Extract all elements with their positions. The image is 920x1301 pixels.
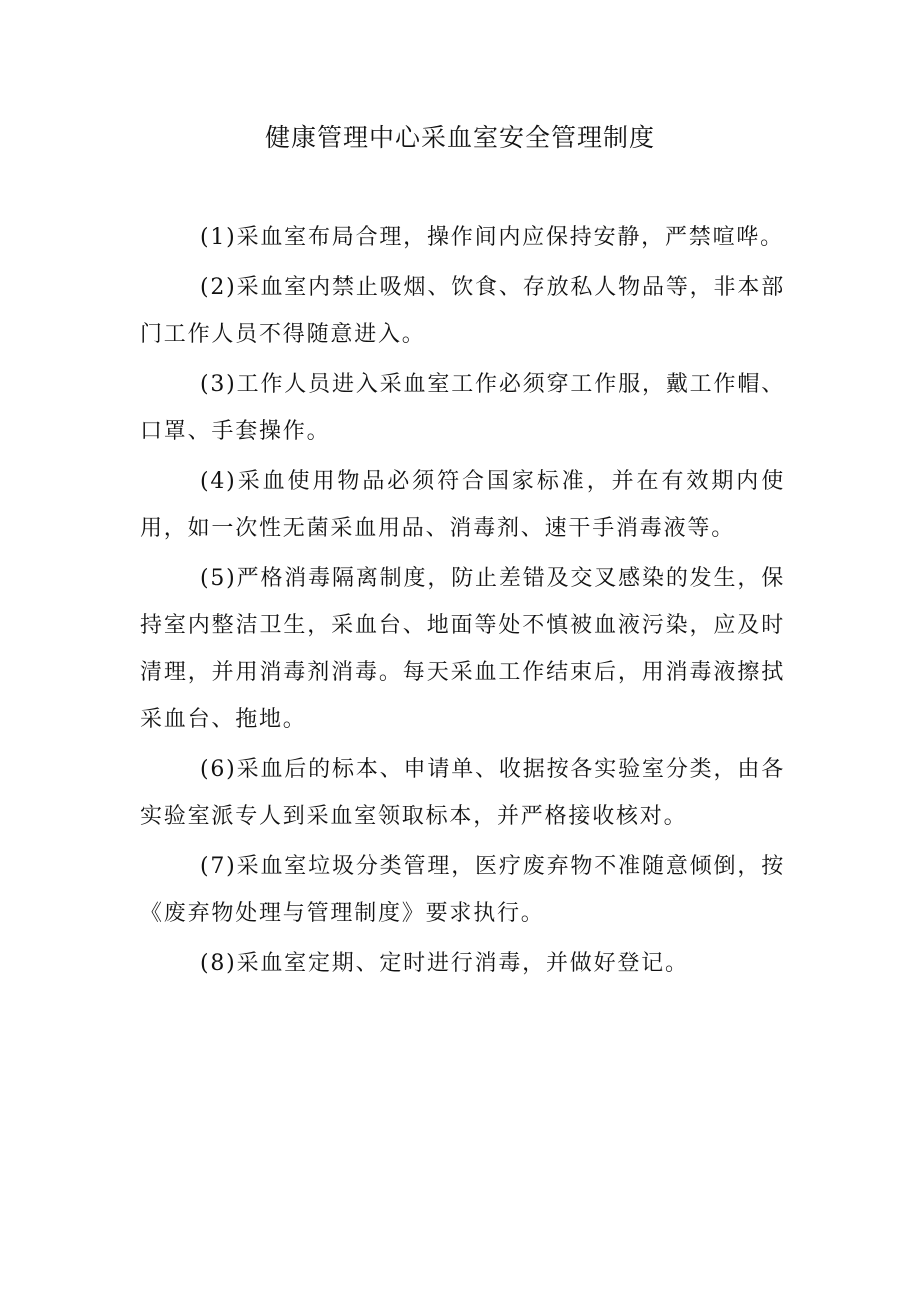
rule-paragraph-6: (6)采血后的标本、申请单、收据按各实验室分类，由各实验室派专人到采血室领取标本，并严格接收核对。: [140, 757, 785, 829]
rule-paragraph-1: (1)采血室布局合理，操作间内应保持安静，严禁喧哗。: [200, 225, 784, 250]
rule-paragraph-3: (3)工作人员进入采血室工作必须穿工作服，戴工作帽、口罩、手套操作。: [140, 372, 785, 444]
document-title: 健康管理中心采血室安全管理制度: [264, 123, 655, 152]
rule-paragraph-5: (5)严格消毒隔离制度，防止差错及交叉感染的发生，保持室内整洁卫生，采血台、地面等处不慎被血液污染，应及时清理，并用消毒剂消毒。每天采血工作结束后，用消毒液擦拭采血台、拖地。: [140, 566, 785, 732]
rule-paragraph-7: (7)采血室垃圾分类管理，医疗废弃物不准随意倾倒，按《废弃物处理与管理制度》要求执行。: [140, 854, 785, 926]
rule-paragraph-2: (2)采血室内禁止吸烟、饮食、存放私人物品等，非本部门工作人员不得随意进入。: [140, 275, 785, 347]
document-body: [140, 214, 785, 990]
rule-paragraph-4: (4)采血使用物品必须符合国家标准，并在有效期内使用，如一次性无菌采血用品、消毒剂、速干手消毒液等。: [140, 469, 785, 541]
rule-paragraph-8: (8)采血室定期、定时进行消毒，并做好登记。: [200, 951, 689, 976]
